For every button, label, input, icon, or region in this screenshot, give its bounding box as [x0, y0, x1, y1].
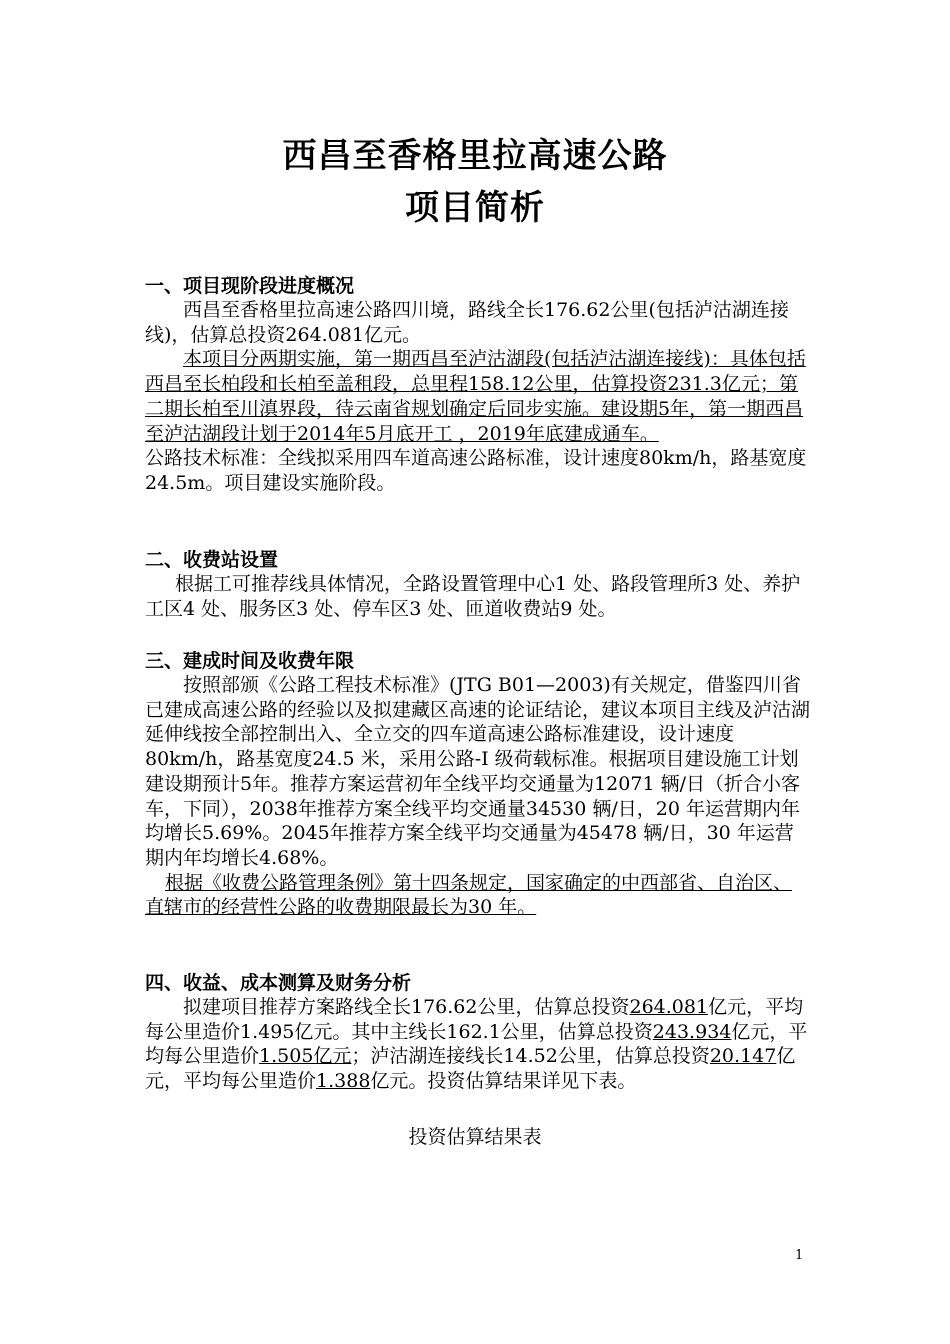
page-number: 1 [795, 1248, 804, 1263]
section4-body [145, 995, 810, 1094]
section4-text-f: 亿元。投资估算结果详见下表。 [370, 1070, 637, 1093]
document-title-line1: 西昌至香格里拉高速公路 [282, 136, 668, 176]
section4-text-e: 亿元，平均每公里造价 [145, 1045, 796, 1093]
section4-text-b: 亿元，平均每公里造价1.495亿元。其中主线长162.1公里，估算总投资 [145, 996, 804, 1043]
link-line-investment-value: 20.147 [709, 1045, 777, 1068]
main-line-unit-cost-value: 1.505亿元 [259, 1045, 352, 1068]
main-line-investment-value: 243.934 [652, 1020, 732, 1043]
total-investment-value: 264.081 [629, 996, 709, 1018]
section1-body [145, 298, 810, 496]
document-title-line2: 项目简析 [405, 188, 545, 228]
section4-text-c: 亿元，平均每公里造价 [145, 1020, 808, 1068]
section2-paragraph1: 根据工可推荐线具体情况，全路设置管理中心1 处、路段管理所3 处、养护工区4 处、服务区3 处、停车区3 处、匝道收费站9 处。 [145, 573, 801, 620]
section1-paragraph1: 西昌至香格里拉高速公路四川境，路线全长176.62公里(包括泸沽湖连接线)，估算总投资264.081亿元。 [145, 299, 789, 346]
section3-body [145, 673, 810, 920]
section3-heading: 三、建成时间及收费年限 [145, 650, 355, 672]
section4-paragraph1 [145, 995, 810, 1094]
section2-heading: 二、收费站设置 [145, 549, 279, 571]
section4-text-d: ；泸沽湖连接线长14.52公里，估算总投资 [351, 1045, 710, 1068]
section3-paragraph1: 按照部颁《公路工程技术标准》(JTG B01—2003)有关规定，借鉴四川省已建成高速公路的经验以及拟建藏区高速的论证结论，建议本项目主线及泸沽湖延伸线按全部控制出入、全立交的四车道高速公路标准建设，设计速度80km/h，路基宽度24.5 米，采用公路-I 级荷载标准。根据项目建设施工计划建设期预计5年。推荐方案运营初年全线平均交通量为12071 辆/日（折合小客车，下同），2038年推荐方案全线平均交通量34530 辆/日，20 年运营期内年均增长5.69%。2045年推荐方案全线平均交通量为45478 辆/日，30 年运营期内年均增长4.68%。 [145, 674, 811, 869]
section1-paragraph2: 本项目分两期实施，第一期西昌至泸沽湖段(包括泸沽湖连接线)：具体包括西昌至长柏段和长柏至盖租段，总里程158.12公里，估算投资231.3亿元；第二期长柏至川滇界段，待云南省规划确定后同步实施。建设期5年，第一期西昌至泸沽湖段计划于2014年5月底开工 ，2019年底建成通车。 [145, 348, 806, 445]
section1-paragraph3: 公路技术标准：全线拟采用四车道高速公路标准，设计速度80km/h，路基宽度24.5m。项目建设实施阶段。 [145, 447, 807, 494]
link-line-unit-cost-value: 1.388 [316, 1070, 371, 1093]
table-caption: 投资估算结果表 [408, 1126, 542, 1148]
section4-heading: 四、收益、成本测算及财务分析 [145, 972, 412, 994]
section4-text-a: 拟建项目推荐方案路线全长176.62公里，估算总投资 [183, 996, 630, 1018]
section1-heading: 一、项目现阶段进度概况 [145, 275, 355, 297]
section3-paragraph2: 根据《收费公路管理条例》第十四条规定，国家确定的中西部省、自治区、直辖市的经营性公路的收费期限最长为30 年。 [145, 871, 793, 919]
section2-body [145, 572, 810, 621]
